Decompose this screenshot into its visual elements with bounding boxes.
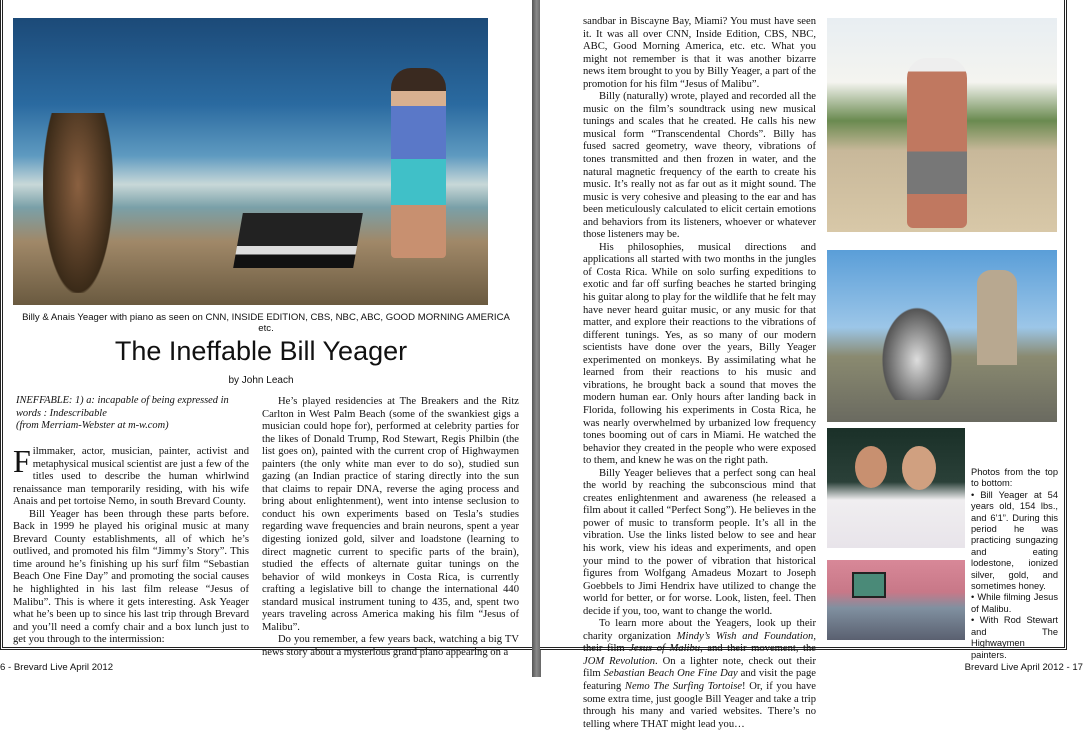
paragraph: sandbar in Biscayne Bay, Miami? You must have seen it. It was all over CNN, Inside Edition, CBS, NBC, ABC, Good Morning America, etc. etc. What you might not remember is that it was another bizarre news item brought to you by Billy Yeager, a part of the promotion for his film “Jesus of Malibu”.	[583, 16, 816, 90]
figure-man-rope	[43, 113, 113, 293]
paragraph: He’s played residencies at The Breakers and the Ritz Carlton in West Palm Beach (some of the swankiest gigs a musician could hope for), performed at celebrity parties for the likes of Donald Trump, Rod Stewart, Regis Philbin (the list goes on), painted with the current crop of Highwaymen painters (the only white man ever to do so), studied sun gazing (an Indian practice of staring directly into the sun that claims to repair DNA, reverse the aging process and bring about enlightenment), went into intense seclusion to conduct his own experiments based on Tesla’s studies regarding wave frequencies and brain neurons, spent a year digesting ionized gold, silver and loadstone (learning to direct magnetic current to specific parts of the brain), studied the effects of alternate guitar tunings on the behavior of wild monkeys in Costa Rica, is currently crafting a legislative bill to change the international 440 standard musical instrument tuning to 435, and, spent two years traveling across America making his film “Jesus of Malibu”.	[262, 396, 519, 633]
paragraph	[583, 618, 816, 731]
photo-caption: Billy & Anais Yeager with piano as seen on CNN, INSIDE EDITION, CBS, NBC, ABC, GOOD MORNING AMERICA etc.	[22, 312, 510, 334]
definition-text: INEFFABLE: 1) a: incapable of being expressed in words : Indescribable	[16, 395, 229, 419]
paragraph: Billy Yeager believes that a perfect song can heal the world by reaching the subconscious mind that creates enlightenment and awareness (he released a film about it called “Perfect Song”). He believes in the power of music to transform people. It’s all in the vibration. Use the links listed below to see and hear his work, view his ideas and experiments, and open your mind to the power of vibration that historical figures from Wolfgang Amadeus Mozart to Joseph Goebbels to Jimi Hendrix have utilized to change the world for better, or for worse. Look, listen, feel. Then decide if you, too, want to change the world.	[583, 467, 816, 617]
text: ! Or, if you have some extra time, just google Bill Yeager and take a trip through his many and varied websites. There’s no telling where THAT might lead you…	[583, 680, 817, 730]
italic-text: Mindy’s Wish and Foundation	[676, 630, 814, 642]
figure-woman	[391, 68, 446, 258]
text: , and their movement, the	[700, 643, 816, 655]
definition	[16, 395, 254, 433]
text: . On a lighter note, check out their film	[583, 655, 816, 680]
paragraph: Bill Yeager has been through these parts before. Back in 1999 he played his original music at many Brevard County establishments, all of which he’s outlived, and promoted his film “Jimmy’s Story”. This time around he’s finishing up his surf film “Sebastian Beach One Fine Day” and promoting the social causes he highlighted in his last film release “Jesus of Malibu”. This is where it gets interesting. Ask Yeager what he’s been up to since his last trip through Brevard and you’ll need a comfy chair and a box lunch just to get you through to the intermission:	[13, 508, 249, 646]
photo-filming	[827, 250, 1057, 422]
footer-right: Brevard Live April 2012 - 17	[964, 662, 1083, 673]
definition-source: (from Merriam-Webster at m-w.com)	[16, 420, 169, 431]
left-page	[0, 0, 533, 658]
painting	[852, 572, 886, 598]
photo-desert-shirtless	[827, 18, 1057, 232]
paragraph	[13, 443, 249, 509]
drop-cap: F	[13, 443, 31, 479]
photo-highwaymen	[827, 560, 965, 640]
text: and visit the page featuring	[583, 668, 816, 692]
sidebar-line: • While filming Jesus of Malibu.	[971, 592, 1058, 614]
italic-text: Nemo The Surfing Tortoise	[624, 680, 743, 692]
column-2	[262, 396, 519, 659]
paragraph: Billy (naturally) wrote, played and recorded all the music on the film’s soundtrack using new musical tunings and scales that he created. He calls his new musical form “Transcendental Chords”. Billy has fused sacred geometry, wave theory, vibrations of tones transmitted and then frozen in water, and the natural magnetic frequency of the earth to create his music. It’s really not as far out as it might sound. The music is very cohesive and pleasing to the ear and has been meticulously calculated to elicit certain emotions and behaviors from its listeners, whoever or whatever those listeners may be.	[583, 91, 816, 241]
statue	[977, 270, 1017, 365]
face-right	[902, 446, 936, 490]
sidebar-line: • With Rod Stewart and The Highwaymen painters.	[971, 615, 1058, 660]
italic-text: JOM Revolution	[583, 655, 655, 667]
photo-piano-beach	[13, 18, 488, 305]
italic-text: Sebastian Beach One Fine Day	[603, 668, 738, 680]
column-main	[583, 16, 816, 731]
cart	[877, 300, 957, 400]
column-1	[13, 443, 249, 647]
figure-man	[907, 58, 967, 228]
paragraph: Do you remember, a few years back, watching a big TV news story about a mysterious grand piano appearing on a	[262, 634, 519, 658]
paragraph: His philosophies, musical directions and applications all started with two months in the jungles of Costa Rica. While on solo surfing expeditions to exotic and far off surfing beaches he started bringing his guitar along to play for the wildlife that he felt may have never heard guitar music, or any music for that matter, and explore their reactions to the vibrations of different tunings. Yes, as so many of our modern scientists have done over the years, Billy Yeager experimented on monkeys. By assimilating what he learned from their reactions to his music and vibrations, he brought back a sound that moves the modern human ear. Only hours after landing back in Florida, following his experiments in Costa Rica, he was nearly overwhelmed by urbanized low frequency tones booming out of cars in Miami. He watched the behavior they created in the people who were exposed to them, and knew he was on the right path.	[583, 241, 816, 467]
text: , their film	[583, 630, 816, 655]
photo-sidebar	[971, 467, 1058, 661]
sidebar-line: • Bill Yeager at 54 years old, 154 lbs., and 6’1”. During this period he was practicing sungazing and eating lodestone, ionized silver, gold, and sometimes honey.	[971, 489, 1058, 592]
face-left	[855, 446, 887, 488]
byline: by John Leach	[228, 375, 294, 386]
paragraph-text: ilmmaker, actor, musician, painter, activist and metaphysical musical scientist are just a few of the titles used to describe the human whirlwind renaissance man temporarily residing, with his wife Anais and pet tortoise Nemo, in south Brevard County.	[13, 446, 249, 508]
piano	[233, 213, 363, 268]
footer-left: 6 - Brevard Live April 2012	[0, 662, 114, 673]
photo-rod-stewart	[827, 428, 965, 548]
italic-text: Jesus of Malibu	[629, 643, 701, 655]
sidebar-line: Photos from the top to bottom:	[971, 467, 1058, 489]
article-title: The Ineffable Bill Yeager	[114, 336, 408, 366]
text: To learn more about the Yeagers, look up their charity organization	[583, 618, 816, 642]
